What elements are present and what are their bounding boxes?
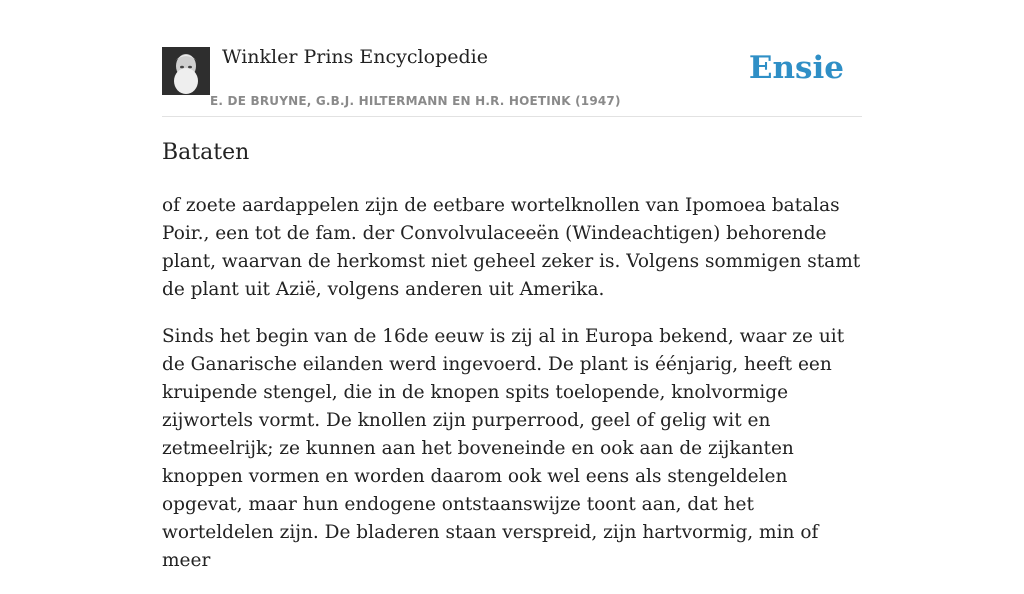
entry-body	[162, 192, 862, 594]
source-authors: E. DE BRUYNE, G.B.J. HILTERMANN EN H.R. HOETINK (1947)	[210, 94, 621, 108]
source-title[interactable]: Winkler Prins Encyclopedie	[222, 46, 488, 68]
source-header	[162, 0, 862, 117]
author-avatar[interactable]	[162, 47, 210, 95]
author-portrait-icon	[162, 47, 210, 95]
entry-paragraph: of zoete aardappelen zijn de eetbare wortelknollen van Ipomoea batalas Poir., een tot de fam. der Convolvulaceeën (Windeachtigen) behorende plant, waarvan de herkomst niet geheel zeker is. Volgens sommigen stamt de plant uit Azië, volgens anderen uit Amerika.	[162, 195, 861, 300]
entry-title: Bataten	[162, 140, 250, 165]
page	[162, 0, 862, 571]
entry-paragraph: Sinds het begin van de 16de eeuw is zij al in Europa bekend, waar ze uit de Ganarische eilanden werd ingevoerd. De plant is éénjarig, heeft een kruipende stengel, die in de knopen spits toelopende, knolvormige zijwortels vormt. De knollen zijn purperrood, geel of gelig wit en zetmeelrijk; ze kunnen aan het boveneinde en ook aan de zijkanten knoppen vormen en worden daarom ook wel eens als stengeldelen opgevat, maar hun endogene ontstaanswijze toont aan, dat het worteldelen zijn. De bladeren staan verspreid, zijn hartvormig, min of meer	[162, 326, 845, 571]
ensie-logo[interactable]: Ensie	[748, 50, 844, 86]
